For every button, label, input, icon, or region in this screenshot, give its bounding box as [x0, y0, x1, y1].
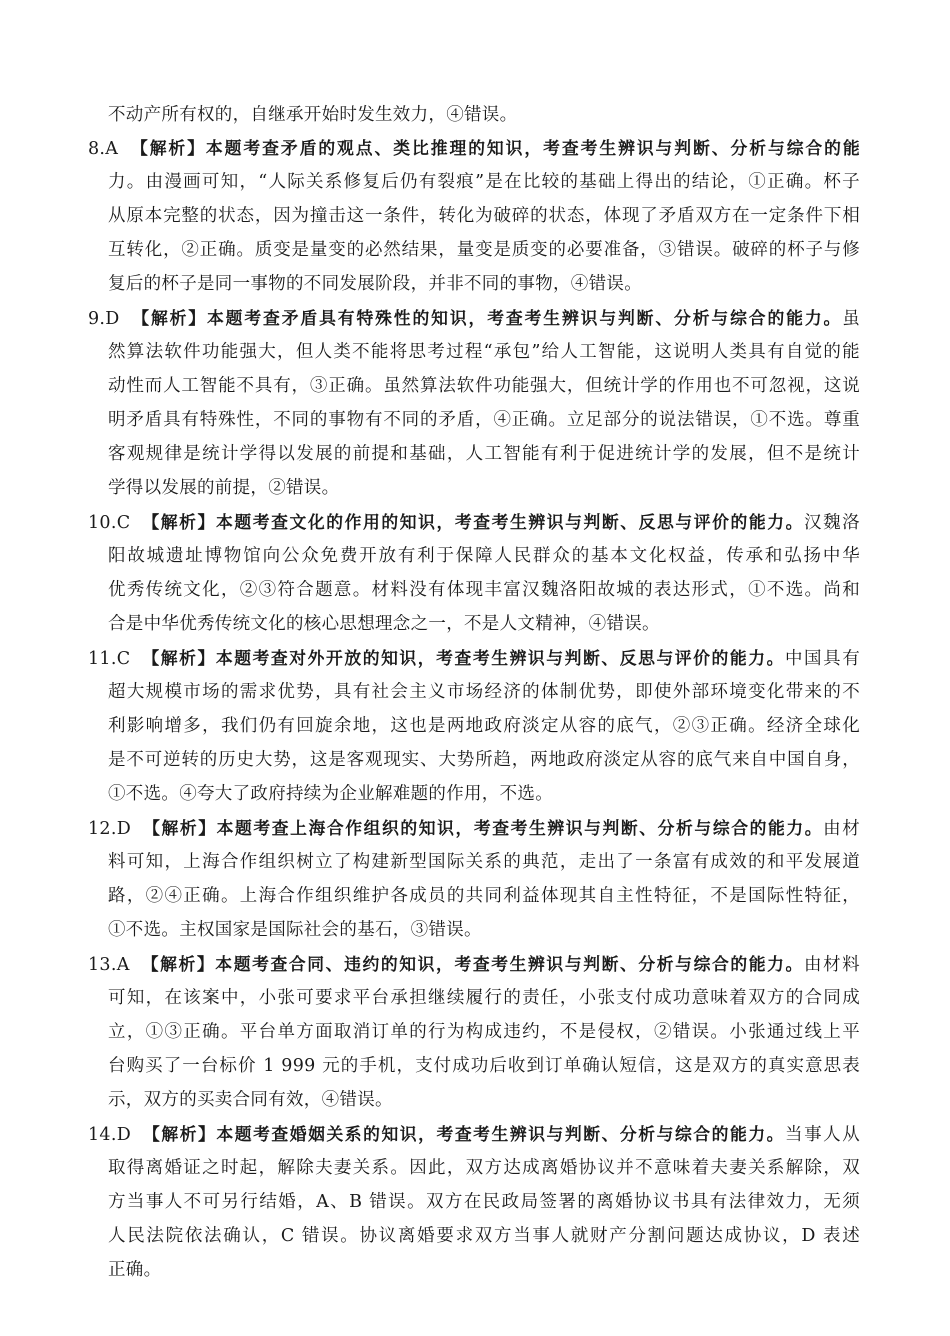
item-line: ①不选。④夸大了政府持续为企业解难题的作用，不选。: [108, 784, 553, 804]
item-line: 可知，在该案中，小张可要求平台承担继续履行的责任，小张支付成功意味着双方的合同成: [108, 988, 860, 1008]
item-number: 11.: [88, 649, 117, 669]
item-header: 10.C 【解析】本题考查文化的作用的知识，考查考生辨识与判断、反思与评价的能力。汉魏洛: [88, 512, 860, 533]
item-line: 路，②④正确。上海合作组织维护各成员的共同利益体现其自主性特征，不是国际性特征，: [108, 886, 860, 906]
analysis-heading: 【解析】本题考查矛盾的观点、类比推理的知识，考查考生辨识与判断、分析与综合的能: [139, 138, 860, 158]
item-line: 方当事人不可另行结婚，A、B 错误。双方在民政局签署的离婚协议书具有法律效力，无须: [108, 1192, 860, 1212]
item-header: 13.A 【解析】本题考查合同、违约的知识，考查考生辨识与判断、分析与综合的能力。由材料: [88, 954, 860, 975]
item-line: 料可知，上海合作组织树立了构建新型国际关系的典范，走出了一条富有成效的和平发展道: [108, 852, 860, 872]
item-line: 明矛盾具有特殊性，不同的事物有不同的矛盾，④正确。立足部分的说法错误，①不选。尊重: [108, 410, 860, 430]
item-line: 客观规律是统计学得以发展的前提和基础，人工智能有利于促进统计学的发展，但不是统计: [108, 444, 860, 464]
item-header: 12.D 【解析】本题考查上海合作组织的知识，考查考生辨识与判断、分析与综合的能力。由材: [88, 818, 860, 839]
item-line: 台购买了一台标价 1 999 元的手机，支付成功后收到订单确认短信，这是双方的真实意思表: [108, 1056, 860, 1076]
item-header: 14.D 【解析】本题考查婚姻关系的知识，考查考生辨识与判断、分析与综合的能力。当事人从: [88, 1124, 860, 1145]
item-answer: A: [116, 955, 130, 975]
item-line: 互转化，②正确。质变是量变的必然结果，量变是质变的必要准备，③错误。破碎的杯子与修: [108, 240, 860, 260]
item-header: [88, 131, 860, 165]
item-number: 8.: [88, 139, 106, 159]
analysis-heading: 【解析】本题考查对外开放的知识，考查考生辨识与判断、反思与评价的能力。: [150, 648, 785, 668]
item-header: 9.D 【解析】本题考查矛盾具有特殊性的知识，考查考生辨识与判断、分析与综合的能力。虽: [88, 308, 860, 329]
item-number: 14.: [88, 1125, 117, 1145]
item-answer: C: [116, 649, 131, 669]
item-line: 动性而人工智能不具有，③正确。虽然算法软件功能强大，但统计学的作用也不可忽视，这说: [108, 376, 860, 396]
item-header: 11.C 【解析】本题考查对外开放的知识，考查考生辨识与判断、反思与评价的能力。中国具有: [88, 648, 860, 669]
item-number: 9.: [88, 309, 106, 329]
item-line: 复后的杯子是同一事物的不同发展阶段，并非不同的事物，④错误。: [108, 274, 642, 294]
item-line: 立，①③正确。平台单方面取消订单的行为构成违约，不是侵权，②错误。小张通过线上平: [108, 1022, 860, 1042]
analysis-heading: 【解析】本题考查婚姻关系的知识，考查考生辨识与判断、分析与综合的能力。: [151, 1124, 786, 1144]
item-line: 示，双方的买卖合同有效，④错误。: [108, 1090, 393, 1110]
item-answer: A: [105, 139, 119, 159]
item-line: 正确。: [108, 1260, 162, 1280]
intro-line: 不动产所有权的，自继承开始时发生效力，④错误。: [108, 105, 518, 125]
item-line: 取得离婚证之时起，解除夫妻关系。因此，双方达成离婚协议并不意味着夫妻关系解除，双: [108, 1158, 860, 1178]
item-line: 力。由漫画可知，“人际关系修复后仍有裂痕”是在比较的基础上得出的结论，①正确。杯子: [108, 172, 860, 192]
item-line: 合是中华优秀传统文化的核心思想理念之一，不是人文精神，④错误。: [108, 614, 660, 634]
item-line: 超大规模市场的需求优势，具有社会主义市场经济的体制优势，即使外部环境变化带来的不: [108, 682, 860, 702]
item-line: 从原本完整的状态，因为撞击这一条件，转化为破碎的状态，体现了矛盾双方在一定条件下相: [108, 206, 860, 226]
analysis-heading: 【解析】本题考查文化的作用的知识，考查考生辨识与判断、反思与评价的能力。: [150, 512, 804, 532]
item-line: 优秀传统文化，②③符合题意。材料没有体现丰富汉魏洛阳故城的表达形式，①不选。尚和: [108, 580, 860, 600]
item-answer: D: [116, 819, 132, 839]
item-line: 阳故城遗址博物馆向公众免费开放有利于保障人民群众的基本文化权益，传承和弘扬中华: [108, 546, 860, 566]
item-line: 利影响增多，我们仍有回旋余地，这也是两地政府淡定从容的底气，②③正确。经济全球化: [108, 716, 860, 736]
analysis-heading: 【解析】本题考查合同、违约的知识，考查考生辨识与判断、分析与综合的能力。: [150, 954, 804, 974]
item-line: 是不可逆转的历史大势，这是客观现实、大势所趋，两地政府淡定从容的底气来自中国自身，: [108, 750, 860, 770]
item-line: ①不选。主权国家是国际社会的基石，③错误。: [108, 920, 482, 940]
item-answer: C: [116, 513, 131, 533]
item-answer: D: [105, 309, 120, 329]
item-number: 12.: [88, 819, 117, 839]
item-number: 10.: [88, 513, 117, 533]
item-line: 人民法院依法确认，C 错误。协议离婚要求双方当事人就财产分割问题达成协议，D 表述: [108, 1226, 860, 1246]
item-line: 然算法软件功能强大，但人类不能将思考过程“承包”给人工智能，这说明人类具有自觉的能: [108, 342, 860, 362]
item-line: 学得以发展的前提，②错误。: [108, 478, 340, 498]
item-answer: D: [116, 1125, 132, 1145]
item-number: 13.: [88, 955, 117, 975]
analysis-heading: 【解析】本题考查矛盾具有特殊性的知识，考查考生辨识与判断、分析与综合的能力。: [140, 308, 843, 328]
analysis-heading: 【解析】本题考查上海合作组织的知识，考查考生辨识与判断、分析与综合的能力。: [151, 818, 824, 838]
